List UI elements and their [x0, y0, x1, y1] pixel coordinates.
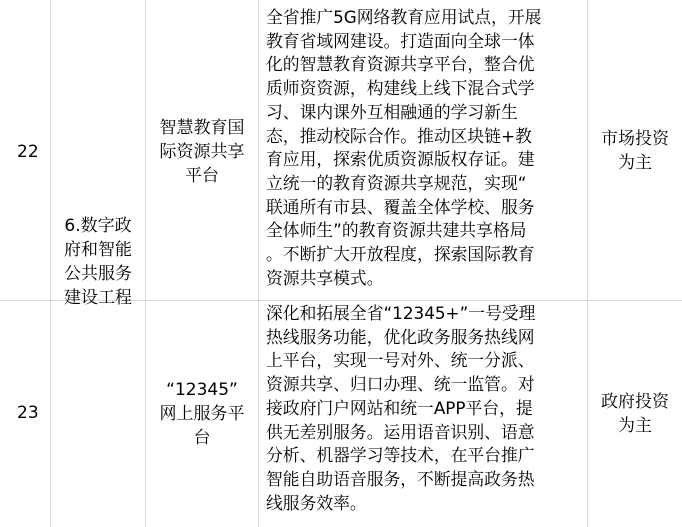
description-line: 智能自助语音服务，不断提高政务热	[266, 468, 535, 489]
project-description-23	[266, 302, 584, 515]
project-name-line: 台	[193, 428, 211, 448]
description-line: 供无差别服务。运用语音识别、语意	[266, 421, 535, 442]
description-line: 全省推广5G网络教育应用试点，开展	[266, 7, 542, 27]
project-description-22	[266, 6, 584, 290]
category-line: 6.数字政	[64, 216, 132, 236]
description-line: 全体师生”的教育资源共建共享格局	[266, 220, 527, 241]
category-line: 公共服务	[64, 264, 132, 284]
column-divider	[587, 0, 588, 527]
description-line: 立统一的教育资源共享规范，实现“	[266, 172, 527, 193]
row-number-22	[17, 140, 50, 164]
row-number-text: 22	[17, 142, 39, 162]
funding-line: 为主	[618, 153, 652, 173]
description-line: 资源共享、归口办理、统一监管。对	[266, 374, 535, 395]
project-name-cell-22	[146, 116, 258, 188]
column-divider	[258, 0, 259, 527]
description-line: 线服务效率。	[266, 492, 367, 513]
description-line: 教育省域网建设。打造面向全球一体	[266, 30, 535, 51]
row-number-23	[17, 401, 50, 425]
project-name-line: 平台	[185, 166, 219, 186]
row-number-text: 23	[17, 403, 39, 423]
category-cell	[51, 214, 145, 310]
project-name-line: 网上服务平	[159, 404, 245, 424]
description-line: 分析、机器学习等技术，在平台推广	[266, 445, 535, 466]
description-line: 热线服务功能，优化政务服务热线网	[266, 326, 535, 347]
description-line: 资源共享模式。	[266, 267, 384, 288]
description-line: 育应用，探索优质资源版权存证。建	[266, 149, 535, 170]
project-name-cell-23	[146, 378, 258, 450]
funding-cell-23	[588, 390, 682, 438]
project-name-line: “12345”	[166, 380, 238, 400]
description-line: 接政府门户网站和统一APP平台，提	[266, 397, 533, 418]
funding-line: 政府投资	[601, 392, 669, 412]
description-line: 化的智慧教育资源共享平台，整合优	[266, 54, 535, 75]
description-line: 深化和拓展全省“12345+”一号受理	[266, 303, 536, 323]
description-line: 。不断扩大开放程度，探索国际教育	[266, 244, 535, 265]
project-name-line: 智慧教育国	[159, 118, 245, 138]
description-line: 上平台，实现一号对外、统一分派、	[266, 350, 535, 371]
category-line: 建设工程	[64, 288, 132, 308]
description-line: 联通所有市县、覆盖全体学校、服务	[266, 196, 535, 217]
project-name-line: 际资源共享	[159, 142, 245, 162]
description-line: 质师资资源，构建线上线下混合式学	[266, 78, 535, 99]
category-line: 府和智能	[64, 240, 132, 260]
funding-line: 市场投资	[601, 129, 669, 149]
funding-line: 为主	[618, 416, 652, 436]
funding-cell-22	[588, 127, 682, 175]
description-line: 态，推动校际合作。推动区块链+教	[266, 125, 532, 146]
description-line: 习、课内课外互相融通的学习新生	[266, 101, 518, 122]
